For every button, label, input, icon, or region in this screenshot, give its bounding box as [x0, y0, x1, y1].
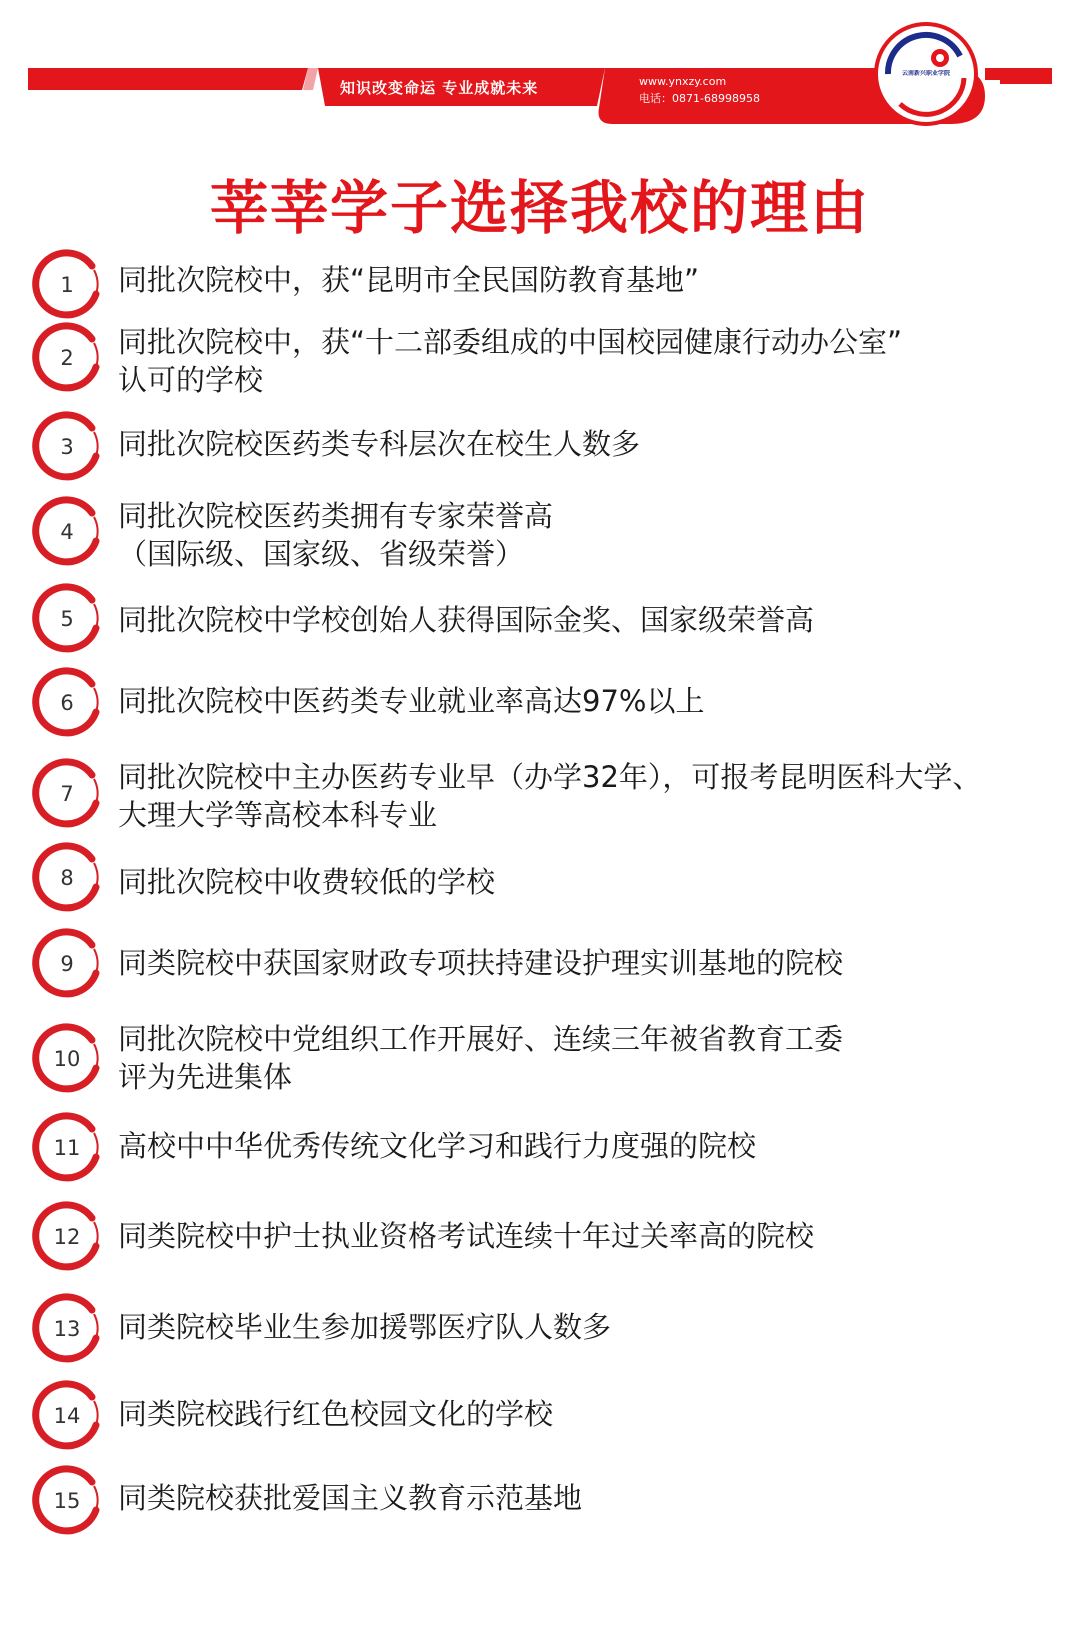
reason-line: 同类院校中获国家财政专项扶持建设护理实训基地的院校	[118, 946, 844, 980]
badge-number: 6	[60, 691, 74, 715]
badge-number: 13	[53, 1317, 81, 1341]
number-badge	[30, 1022, 104, 1096]
number-badge	[30, 927, 104, 1001]
reason-text	[118, 1020, 1068, 1096]
reason-line: 同类院校获批爱国主义教育示范基地	[118, 1481, 583, 1515]
badge-number: 1	[60, 273, 74, 297]
badge-number: 3	[60, 435, 74, 459]
number-badge	[30, 757, 104, 831]
number-badge	[30, 410, 104, 484]
website-url: www.ynxzy.com	[639, 75, 727, 88]
reason-line: 同批次院校中学校创始人获得国际金奖、国家级荣誉高	[118, 603, 815, 637]
number-badge	[30, 1379, 104, 1453]
number-badge	[30, 1292, 104, 1366]
badge-number: 10	[53, 1047, 81, 1071]
reason-text	[118, 323, 1068, 399]
number-badge	[30, 321, 104, 395]
reason-text	[118, 863, 1068, 901]
badge-number: 15	[53, 1489, 81, 1513]
header-banner	[0, 0, 1080, 135]
reason-line: 同批次院校中主办医药专业早（办学32年），可报考昆明医科大学、	[118, 760, 982, 794]
reason-text	[118, 1308, 1068, 1346]
badge-number: 11	[53, 1136, 81, 1160]
reason-line: 同批次院校中，获“昆明市全民国防教育基地”	[118, 263, 700, 297]
reason-line: 同批次院校医药类拥有专家荣誉高	[118, 499, 554, 533]
badge-number: 2	[60, 346, 74, 370]
reason-line: 同批次院校中医药类专业就业率高达97%以上	[118, 684, 705, 718]
reason-line: 大理大学等高校本科专业	[118, 798, 438, 832]
slogan: 知识改变命运 专业成就未来	[340, 79, 539, 97]
reason-text	[118, 601, 1068, 639]
contact-info	[639, 73, 760, 107]
number-badge	[30, 666, 104, 740]
reason-text	[118, 261, 1068, 299]
number-badge	[30, 1464, 104, 1538]
reason-text	[118, 944, 1068, 982]
reason-text	[118, 682, 1068, 720]
reason-line: 同类院校践行红色校园文化的学校	[118, 1397, 554, 1431]
reason-line: 同批次院校中，获“十二部委组成的中国校园健康行动办公室”	[118, 325, 903, 359]
badge-number: 8	[60, 866, 74, 890]
badge-number: 12	[53, 1225, 81, 1249]
reason-text	[118, 425, 1068, 463]
reason-line: 同类院校毕业生参加援鄂医疗队人数多	[118, 1310, 612, 1344]
reason-text	[118, 758, 1068, 834]
badge-number: 5	[60, 607, 74, 631]
reason-text	[118, 1479, 1068, 1517]
badge-number: 4	[60, 520, 74, 544]
reason-line: （国际级、国家级、省级荣誉）	[118, 537, 525, 571]
reason-line: 同批次院校中收费较低的学校	[118, 865, 496, 899]
number-badge	[30, 1111, 104, 1185]
phone-number: 电话：0871-68998958	[639, 92, 760, 105]
reason-text	[118, 1395, 1068, 1433]
number-badge	[30, 495, 104, 569]
reason-line: 认可的学校	[118, 363, 264, 397]
reason-line: 评为先进集体	[118, 1060, 293, 1094]
number-badge	[30, 841, 104, 915]
logo-text: 云南新兴职业学院	[901, 70, 950, 77]
badge-number: 9	[60, 952, 74, 976]
page-title: 莘莘学子选择我校的理由	[209, 174, 870, 242]
badge-number: 7	[60, 782, 74, 806]
reason-line: 同批次院校中党组织工作开展好、连续三年被省教育工委	[118, 1022, 844, 1056]
reason-line: 同类院校中护士执业资格考试连续十年过关率高的院校	[118, 1219, 815, 1253]
number-badge	[30, 582, 104, 656]
number-badge	[30, 1200, 104, 1274]
reason-line: 高校中中华优秀传统文化学习和践行力度强的院校	[118, 1129, 757, 1163]
reason-line: 同批次院校医药类专科层次在校生人数多	[118, 427, 641, 461]
reason-text	[118, 1217, 1068, 1255]
reason-text	[118, 497, 1068, 573]
reason-text	[118, 1127, 1068, 1165]
badge-number: 14	[53, 1404, 81, 1428]
number-badge	[30, 248, 104, 322]
